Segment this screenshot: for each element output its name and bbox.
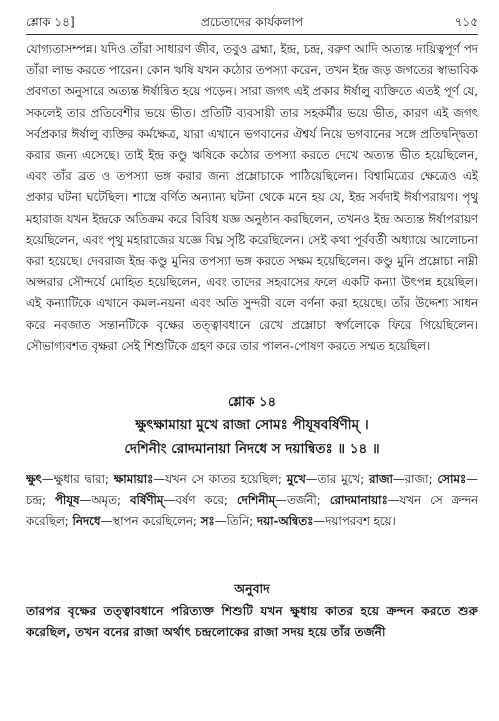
chapter-title: প্রচেতাদের কার্যকলাপ	[200, 15, 304, 29]
synonym-entry: ক্ষামায়াঃ—যখন সে কাতর হয়েছিল;	[113, 472, 287, 486]
synonym-meaning: দয়াপরবশ হয়ে	[325, 514, 392, 529]
synonym-term: ক্ষুৎ	[26, 472, 42, 486]
synonym-entry: মুখে—তার মুখে;	[286, 472, 369, 486]
verse-reference: শ্লোক ১৪]	[26, 15, 75, 29]
synonym-meaning: রাজা	[404, 472, 429, 486]
synonym-meaning: বর্ষণ করে	[175, 493, 224, 508]
synonym-meaning: যখন সে কাতর হয়েছিল	[165, 472, 278, 486]
verse-line-2: দেশিনীং রোদমানায়া নিদধে স দয়ান্বিতঃ ॥ ১৪ ॥	[124, 441, 380, 457]
synonym-term: রাজা	[368, 472, 393, 486]
synonym-entry: নিদধে—স্থাপন করেছিলেন;	[72, 514, 201, 529]
synonym-term: সোমঃ	[437, 472, 467, 486]
synonym-term: রোদমানায়াঃ	[329, 493, 388, 508]
verse-line-1: ক্ষুৎক্ষামায়া মুখে রাজা সোমঃ পীযূষবর্ষিণীম্ ।	[135, 417, 369, 433]
synonym-entry: সোমঃ—চন্দ্র;	[26, 472, 478, 508]
synonym-entry: সঃ—তিনি;	[200, 514, 257, 529]
page-number: ৭১৫	[454, 15, 478, 29]
synonym-meaning: তিনি	[226, 514, 250, 529]
synonyms-block	[26, 469, 478, 575]
purport-paragraph: যোগ্যতাসম্পন্ন। যদিও তাঁরা সাধারণ জীব, তবুও ব্রহ্মা, ইন্দ্র, চন্দ্র, বরুণ আদি অত্যন্ত দায়িত্বপূর্ণ পদ তাঁরা লাভ করতে পারেন। কোন ঋষি যখন কঠোর তপস্যা করেন, তখন ইন্দ্র জড় জগতের স্বাভাবিক প্রবণতা অনুসারে অত্যন্ত ঈর্ষান্বিত হয়ে পড়েন। সারা জগৎ এই প্রকার ঈর্ষালু ব্যক্তিতে এতই পূর্ণ যে, সকলেই তার প্রতিবেশীর ভয়ে ভীত। প্রতিটি ব্যবসায়ী তার সহকর্মীর ভয়ে ভীত, কারণ এই জগৎ সর্বপ্রকার ঈর্ষালু ব্যক্তির কর্মক্ষেত্র, যারা এখানে ভগবানের ঐশ্বর্য নিয়ে ভগবানের সঙ্গে প্রতিদ্বন্দ্বিতা করার জন্য এসেছে। তাই ইন্দ্র কণ্ডু ঋষিকে কঠোর তপস্যা করতে দেখে অত্যন্ত ভীত হয়েছিলেন, এবং তাঁর ব্রত ও তপস্যা ভঙ্গ করার জন্য প্রম্লোচাকে পাঠিয়েছিলেন। বিশ্বামিত্রের ক্ষেত্রেও এই প্রকার ঘটনা ঘটেছিল। শাস্ত্রে বর্ণিত অন্যান্য ঘটনা থেকে মনে হয় যে, ইন্দ্র সর্বদাই ঈর্ষাপরায়ণ। পৃথু মহারাজ যখন ইন্দ্রকে অতিক্রম করে বিবিধ যজ্ঞ অনুষ্ঠান করছিলেন, তখনও ইন্দ্র অত্যন্ত ঈর্ষাপরায়ণ হয়েছিলেন, এবং পৃথু মহারাজের যজ্ঞে বিঘ্ন সৃষ্টি করেছিলেন। সেই কথা পূর্ববর্তী অধ্যায়ে আলোচনা করা হয়েছে। দেবরাজ ইন্দ্র কণ্ডু মুনির তপস্যা ভঙ্গ করতে সক্ষম হয়েছিলেন। কণ্ডু মুনি প্রম্লোচা নাম্নী অপ্সরার সৌন্দর্যে মোহিত হয়েছিলেন, এবং তাদের সহবাসের ফলে একটি কন্যা উৎপন্ন হয়েছিল। এই কন্যাটিকে এখানে কমল-নয়না এবং অতি সুন্দরী বলে বর্ণনা করা হয়েছে। তাঁর উদ্দেশ্য সাধন করে নবজাত সন্তানটিকে বৃক্ষের তত্ত্বাবধানে রেখে প্রম্লোচা স্বর্গলোকে ফিরে গিয়েছিলেন। সৌভাগ্যবশত বৃক্ষরা সেই শিশুটিকে গ্রহণ করে তার পালন-পোষণ করতে সম্মত হয়েছিল।	[26, 42, 478, 353]
verse-heading: শ্লোক ১৪	[227, 395, 277, 410]
header-rule	[26, 34, 478, 35]
book-page	[26, 12, 478, 645]
synonym-entry: রোদমানায়াঃ—যখন সে ক্রন্দন করেছিল;	[26, 493, 478, 529]
synonym-entry: দয়া-অন্বিতঃ—দয়াপরবশ হয়ে।	[256, 514, 396, 529]
synonym-meaning: ক্ষুধার দ্বারা	[53, 472, 105, 486]
synonym-entry: ক্ষুৎ—ক্ষুধার দ্বারা;	[26, 472, 114, 486]
synonym-term: ক্ষামায়াঃ	[113, 472, 154, 486]
synonym-meaning: স্থাপন করেছিলেন	[112, 514, 193, 529]
synonym-entry: দেশিনীম্—তর্জনী;	[236, 493, 330, 508]
synonym-term: মুখে	[286, 472, 306, 486]
synonym-term: নিদধে	[72, 514, 101, 529]
synonym-meaning: তর্জনী	[286, 493, 317, 508]
synonym-term: বর্ষিণীম্	[129, 493, 164, 508]
synonym-meaning: অমৃত	[91, 493, 117, 508]
translation-text: তারপর বৃক্ষের তত্ত্বাবধানে পরিত্যক্ত শিশুটি যখন ক্ষুধায় কাতর হয়ে ক্রন্দন করতে শুরু করেছিল, তখন বনের রাজা অর্থাৎ চন্দ্রলোকের রাজা সদয় হয়ে তাঁর তর্জনী	[26, 604, 478, 639]
synonym-entry: রাজা—রাজা;	[368, 472, 438, 486]
running-header	[26, 12, 478, 34]
synonym-meaning: তার মুখে	[317, 472, 361, 486]
synonym-term: পীযূষ	[54, 493, 80, 508]
synonym-term: সঃ	[200, 514, 215, 529]
synonym-meaning: যখন সে ক্রন্দন করেছিল	[26, 493, 478, 529]
translation-heading: অনুবাদ	[234, 581, 270, 596]
synonym-entry: বর্ষিণীম্—বর্ষণ করে;	[129, 493, 237, 508]
synonym-term: দয়া-অন্বিতঃ	[256, 514, 314, 529]
synonym-meaning: চন্দ্র	[26, 493, 42, 508]
synonym-entry: পীযূষ—অমৃত;	[54, 493, 130, 508]
synonym-term: দেশিনীম্	[236, 493, 276, 508]
